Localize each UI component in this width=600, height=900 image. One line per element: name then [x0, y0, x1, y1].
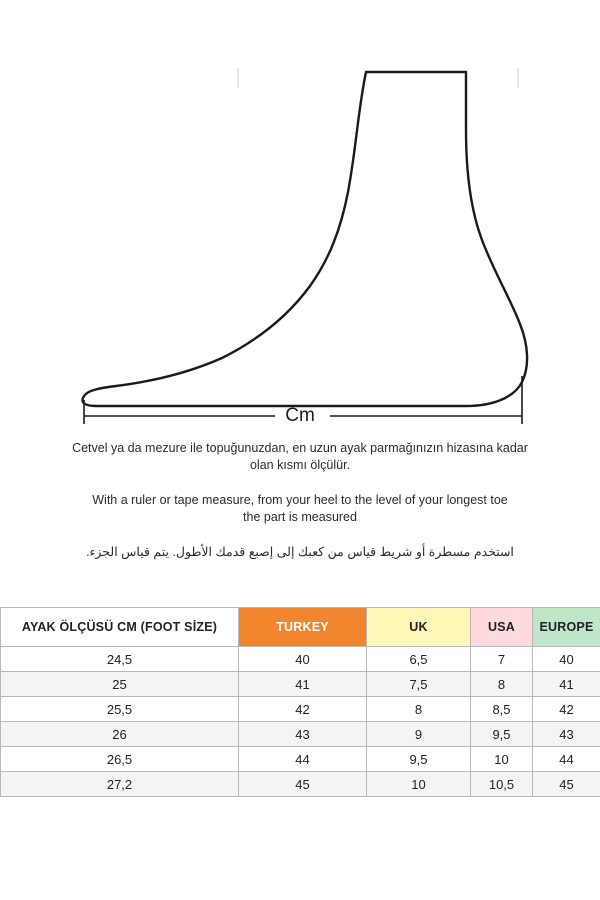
- cell-uk: 9: [367, 722, 471, 747]
- cell-europe: 41: [533, 672, 600, 697]
- cell-turkey: 40: [239, 647, 367, 672]
- instructions-block: [0, 440, 600, 560]
- cell-uk: 8: [367, 697, 471, 722]
- cell-europe: 44: [533, 747, 600, 772]
- header-usa: USA: [471, 608, 533, 647]
- cell-turkey: 44: [239, 747, 367, 772]
- table-row: [1, 672, 600, 697]
- cell-foot-size: 26,5: [1, 747, 239, 772]
- instruction-turkish-line1: Cetvel ya da mezure ile topuğunuzdan, en uzun ayak parmağınızın hizasına kadar: [72, 441, 528, 455]
- cell-uk: 10: [367, 772, 471, 797]
- instruction-turkish-line2: olan kısmı ölçülür.: [249, 457, 351, 472]
- header-europe: EUROPE: [533, 608, 600, 647]
- cell-usa: 10: [471, 747, 533, 772]
- cell-foot-size: 26: [1, 722, 239, 747]
- cell-foot-size: 25,5: [1, 697, 239, 722]
- table-row: [1, 772, 600, 797]
- cell-turkey: 42: [239, 697, 367, 722]
- cell-uk: 6,5: [367, 647, 471, 672]
- header-uk: UK: [367, 608, 471, 647]
- cell-usa: 8: [471, 672, 533, 697]
- table-row: [1, 647, 600, 672]
- instruction-english: [22, 492, 578, 526]
- foot-diagram: [0, 0, 600, 440]
- cell-usa: 7: [471, 647, 533, 672]
- size-table-wrapper: [0, 607, 600, 797]
- cell-uk: 7,5: [367, 672, 471, 697]
- cell-turkey: 43: [239, 722, 367, 747]
- cell-turkey: 41: [239, 672, 367, 697]
- table-header: [1, 608, 600, 647]
- table-row: [1, 747, 600, 772]
- cell-europe: 43: [533, 722, 600, 747]
- header-turkey: TURKEY: [239, 608, 367, 647]
- table-body: [1, 647, 600, 797]
- instruction-arabic-line1: استخدم مسطرة أو شريط قياس من كعبك إلى إصبع قدمك الأطول. يتم قياس الجزء.: [86, 544, 514, 559]
- cell-foot-size: 25: [1, 672, 239, 697]
- cell-usa: 9,5: [471, 722, 533, 747]
- foot-outline-path: [83, 72, 528, 406]
- instruction-english-line2: the part is measured: [243, 509, 357, 524]
- foot-illustration-svg: [0, 0, 600, 440]
- header-foot-size: AYAK ÖLÇÜSÜ CM (FOOT SİZE): [1, 608, 239, 647]
- cell-usa: 8,5: [471, 697, 533, 722]
- measurement-unit-label: Cm: [285, 405, 315, 426]
- cell-europe: 40: [533, 647, 600, 672]
- instruction-english-line1: With a ruler or tape measure, from your heel to the level of your longest toe: [92, 492, 508, 507]
- cell-uk: 9,5: [367, 747, 471, 772]
- cell-turkey: 45: [239, 772, 367, 797]
- cell-europe: 42: [533, 697, 600, 722]
- table-row: [1, 722, 600, 747]
- cell-foot-size: 27,2: [1, 772, 239, 797]
- cell-foot-size: 24,5: [1, 647, 239, 672]
- instruction-turkish: [22, 440, 578, 474]
- instruction-arabic: [22, 544, 578, 561]
- cell-usa: 10,5: [471, 772, 533, 797]
- size-conversion-table: [0, 607, 600, 797]
- table-row: [1, 697, 600, 722]
- cell-europe: 45: [533, 772, 600, 797]
- table-header-row: [1, 608, 600, 647]
